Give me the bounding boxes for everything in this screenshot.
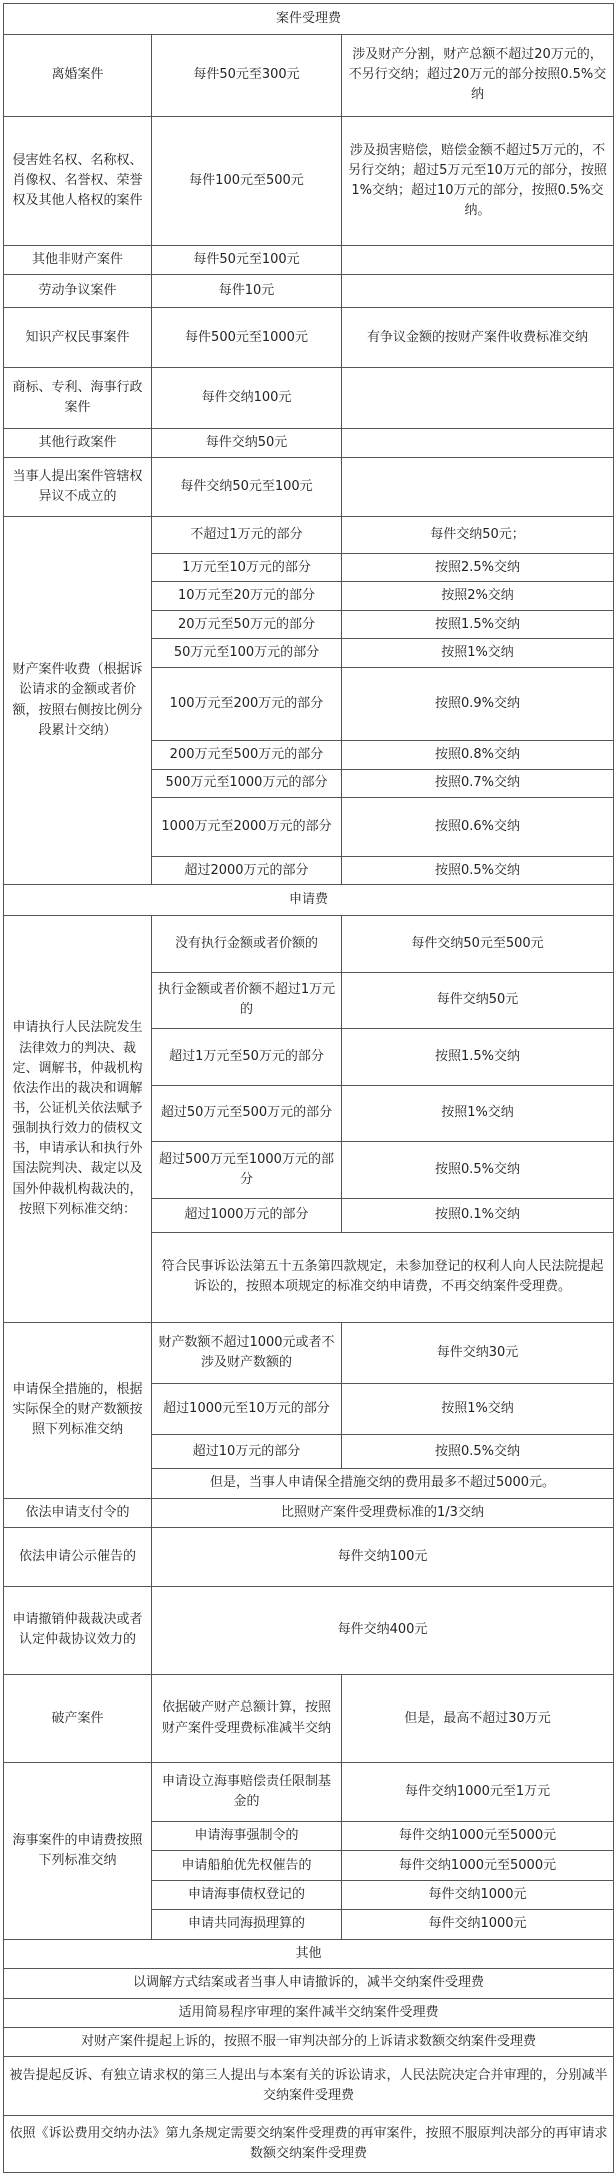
range-cell: 超过1万元至50万元的部分 [152, 1029, 342, 1086]
rate-cell: 按照0.1%交纳 [342, 1198, 614, 1232]
preservation-label-cell: 申请保全措施的，根据实际保全的财产数额按照下列标准交纳 [4, 1323, 152, 1498]
note-cell: 涉及财产分割，财产总额不超过20万元的，不另行交纳；超过20万元的部分按照0.5%交纳 [342, 34, 614, 117]
note-cell: 但是，当事人申请保全措施交纳的费用最多不超过5000元。 [152, 1469, 614, 1498]
fee-cell: 每件500元至1000元 [152, 308, 342, 368]
table-row [4, 429, 614, 457]
range-cell: 10万元至20万元的部分 [152, 582, 342, 610]
rate-cell: 按照1%交纳 [342, 1085, 614, 1142]
note-cell [342, 368, 614, 429]
case-type-cell: 其他行政案件 [4, 429, 152, 457]
property-label-cell: 财产案件收费（根据诉讼请求的金额或者价额，按照右侧按比例分段累计交纳） [4, 516, 152, 885]
range-cell: 50万元至100万元的部分 [152, 639, 342, 667]
range-cell: 100万元至200万元的部分 [152, 667, 342, 741]
case-type-cell: 离婚案件 [4, 34, 152, 117]
range-cell: 超过2000万元的部分 [152, 857, 342, 885]
note-cell [342, 429, 614, 457]
item-cell: 依法申请支付令的 [4, 1498, 152, 1527]
fee-cell: 每件交纳1000元至5000元 [342, 1851, 614, 1880]
rate-cell: 按照0.5%交纳 [342, 1435, 614, 1469]
fee-cell: 每件交纳100元 [152, 1527, 614, 1586]
case-type-cell: 商标、专利、海事行政案件 [4, 368, 152, 429]
range-cell: 1万元至10万元的部分 [152, 554, 342, 582]
rate-cell: 按照0.5%交纳 [342, 1142, 614, 1199]
fee-cell: 每件交纳1000元 [342, 1880, 614, 1909]
item-cell: 申请共同海损理算的 [152, 1910, 342, 1939]
case-type-cell: 知识产权民事案件 [4, 308, 152, 368]
execution-label-cell: 申请执行人民法院发生法律效力的判决、裁定、调解书，仲裁机构依法作出的裁决和调解书，公证机关依法赋予强制执行效力的债权文书，申请承认和执行外国法院判决、裁定以及国外仲裁机构裁决的，按照下列标准交纳： [4, 915, 152, 1322]
range-cell: 超过1000万元的部分 [152, 1198, 342, 1232]
item-cell: 申请撤销仲裁裁决或者认定仲裁协议效力的 [4, 1586, 152, 1674]
item-cell: 申请船舶优先权催告的 [152, 1851, 342, 1880]
footnote-cell: 依照《诉讼费用交纳办法》第九条规定需要交纳案件受理费的再审案件，按照不服原判决部分的再审请求数额交纳案件受理费 [4, 2116, 614, 2173]
table-row [4, 1969, 614, 1998]
fee-cell: 每件交纳50元 [152, 429, 342, 457]
range-cell: 1000万元至2000万元的部分 [152, 798, 342, 857]
fee-cell: 每件交纳400元 [152, 1586, 614, 1674]
note-cell: 但是，最高不超过30万元 [342, 1675, 614, 1763]
fee-cell: 每件50元至300元 [152, 34, 342, 117]
range-cell: 超过50万元至500万元的部分 [152, 1085, 342, 1142]
table-row [4, 34, 614, 117]
rate-cell: 按照1%交纳 [342, 1384, 614, 1435]
table-row [4, 1527, 614, 1586]
misc-cell: 被告提起反诉、有独立请求权的第三人提出与本案有关的诉讼请求，人民法院决定合并审理的，分别减半交纳案件受理费 [4, 2057, 614, 2116]
rate-cell: 每件交纳50元至500元 [342, 915, 614, 972]
range-cell: 500万元至1000万元的部分 [152, 769, 342, 797]
fee-cell: 每件交纳1000元 [342, 1910, 614, 1939]
rate-cell: 按照0.8%交纳 [342, 741, 614, 769]
note-cell: 涉及损害赔偿，赔偿金额不超过5万元的，不另行交纳；超过5万元至10万元的部分，按照1%交纳；超过10万元的部分，按照0.5%交纳。 [342, 117, 614, 246]
rate-cell: 按照0.7%交纳 [342, 769, 614, 797]
table-row [4, 2027, 614, 2056]
rate-cell: 按照2%交纳 [342, 582, 614, 610]
table-row [4, 1498, 614, 1527]
fee-cell: 每件交纳50元至100元 [152, 457, 342, 516]
rate-cell: 按照1.5%交纳 [342, 1029, 614, 1086]
section-title-others: 其他 [4, 1939, 614, 1968]
range-cell: 不超过1万元的部分 [152, 516, 342, 553]
range-cell: 没有执行金额或者价额的 [152, 915, 342, 972]
table-row [4, 1763, 614, 1822]
rate-cell: 每件交纳50元 [342, 972, 614, 1029]
misc-cell: 对财产案件提起上诉的，按照不服一审判决部分的上诉请求数额交纳案件受理费 [4, 2027, 614, 2056]
misc-cell: 适用简易程序审理的案件减半交纳案件受理费 [4, 1998, 614, 2027]
misc-cell: 以调解方式结案或者当事人申请撤诉的，减半交纳案件受理费 [4, 1969, 614, 1998]
note-cell [342, 246, 614, 274]
rate-cell: 按照2.5%交纳 [342, 554, 614, 582]
fee-cell: 每件交纳1000元至1万元 [342, 1763, 614, 1822]
table-row [4, 2057, 614, 2116]
rate-cell: 每件交纳30元 [342, 1323, 614, 1384]
item-cell: 依法申请公示催告的 [4, 1527, 152, 1586]
note-cell [342, 274, 614, 308]
fee-schedule-table [3, 3, 614, 2173]
table-row [4, 1998, 614, 2027]
case-type-cell: 侵害姓名权、名称权、肖像权、名誉权、荣誉权及其他人格权的案件 [4, 117, 152, 246]
case-type-cell: 其他非财产案件 [4, 246, 152, 274]
range-cell: 20万元至50万元的部分 [152, 610, 342, 638]
case-type-cell: 劳动争议案件 [4, 274, 152, 308]
rate-cell: 按照0.9%交纳 [342, 667, 614, 741]
range-cell: 超过1000元至10万元的部分 [152, 1384, 342, 1435]
fee-cell: 每件交纳1000元至5000元 [342, 1822, 614, 1851]
note-cell: 符合民事诉讼法第五十五条第四款规定，未参加登记的权利人向人民法院提起诉讼的，按照本项规定的标准交纳申请费，不再交纳案件受理费。 [152, 1232, 614, 1323]
case-type-cell: 当事人提出案件管辖权异议不成立的 [4, 457, 152, 516]
fee-cell: 比照财产案件受理费标准的1/3交纳 [152, 1498, 614, 1527]
item-cell: 申请设立海事赔偿责任限制基金的 [152, 1763, 342, 1822]
table-row [4, 1675, 614, 1763]
table-row [4, 117, 614, 246]
range-cell: 执行金额或者价额不超过1万元的 [152, 972, 342, 1029]
table-row [4, 274, 614, 308]
rate-cell: 按照1%交纳 [342, 639, 614, 667]
item-cell: 申请海事债权登记的 [152, 1880, 342, 1909]
fee-cell: 每件100元至500元 [152, 117, 342, 246]
table-row [4, 1586, 614, 1674]
fee-cell: 每件50元至100元 [152, 246, 342, 274]
item-cell: 申请海事强制令的 [152, 1822, 342, 1851]
range-cell: 财产数额不超过1000元或者不涉及财产数额的 [152, 1323, 342, 1384]
table-row [4, 457, 614, 516]
table-row [4, 2116, 614, 2173]
table-row [4, 1323, 614, 1384]
table-row [4, 308, 614, 368]
rate-cell: 按照1.5%交纳 [342, 610, 614, 638]
section-title-application: 申请费 [4, 885, 614, 916]
fee-cell: 每件10元 [152, 274, 342, 308]
section-title-acceptance: 案件受理费 [4, 4, 614, 35]
rate-cell: 按照0.5%交纳 [342, 857, 614, 885]
range-cell: 超过500万元至1000万元的部分 [152, 1142, 342, 1199]
table-row [4, 915, 614, 972]
note-cell [342, 457, 614, 516]
rate-cell: 按照0.6%交纳 [342, 798, 614, 857]
range-cell: 超过10万元的部分 [152, 1435, 342, 1469]
fee-cell: 每件交纳100元 [152, 368, 342, 429]
table-row [4, 246, 614, 274]
table-row [4, 368, 614, 429]
note-cell: 有争议金额的按财产案件收费标准交纳 [342, 308, 614, 368]
fee-cell: 依据破产财产总额计算，按照财产案件受理费标准减半交纳 [152, 1675, 342, 1763]
rate-cell: 每件交纳50元； [342, 516, 614, 553]
range-cell: 200万元至500万元的部分 [152, 741, 342, 769]
item-cell: 破产案件 [4, 1675, 152, 1763]
maritime-label-cell: 海事案件的申请费按照下列标准交纳 [4, 1763, 152, 1939]
table-row [4, 516, 614, 553]
